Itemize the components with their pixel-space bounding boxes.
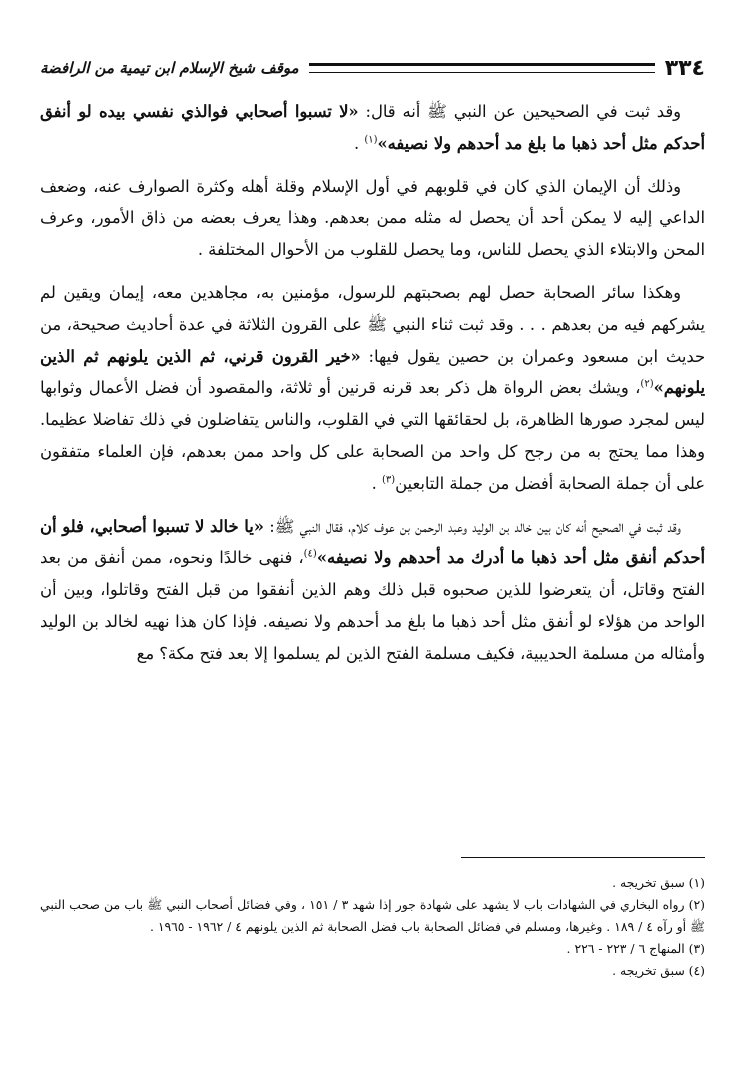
hadith-quote-2: «خير القرون قرني، ثم الذين يلونهم ثم الذين يلونهم» — [40, 346, 705, 398]
paragraph-3-intro: وهكذا سائر الصحابة حصل لهم بصحبتهم للرسول، مؤمنين به، مجاهدين معه، إيمان ويقين لم يشركهم فيه من بعدهم . . . وقد ثبت ثناء النبي ﷺ على القرون الثلاثة في عدة أحاديث صحيحة، من حديث ابن مسعود وعمران بن حصين يقول فيها: — [40, 282, 706, 366]
paragraph-1-intro: وقد ثبت في الصحيحين عن النبي ﷺ أنه قال: — [358, 102, 681, 121]
paragraph-3 — [40, 277, 705, 500]
paragraph-3-body: ، ويشك بعض الرواة هل ذكر بعد قرنه قرنين أو ثلاثة، والمقصود أن فضل الأعمال وثوابها ليس لمجرد صورها الظاهرة، بل لحقائقها التي في القلوب، والناس يتفاضلون في ذلك تفاضلا عظيما. وهذا مما يحتج به من رجح كل واحد من الصحابة على كل واحد ممن بعدهم، فإن العلماء متفقون على أن جملة الصحابة أفضل من جملة التابعين — [40, 378, 705, 493]
paragraph-3-end: . — [371, 473, 382, 493]
page-header — [40, 48, 705, 88]
footnote-3: (٣) المنهاج ٦ / ٢٢٣ - ٢٢٦ . — [566, 941, 705, 956]
header-rule — [309, 63, 655, 73]
paragraph-1 — [40, 96, 705, 160]
footnotes — [40, 872, 705, 982]
paragraph-2: وذلك أن الإيمان الذي كان في قلوبهم في أول الإسلام وقلة أهله وكثرة الصوارف عنه، وضعف الداعي إليه لا يمكن أحد أن يحصل له مثله ممن بعدهم. وهذا يعرف بعضه من ذاق الأمور، وعرف المحن والابتلاء الذي يحصل للناس، وما يحصل للقلوب من الأحوال المختلفة . — [40, 176, 705, 260]
footnote-1: (١) سبق تخريجه . — [612, 875, 705, 890]
footnote-separator — [461, 857, 705, 858]
page-number: ٣٣٤ — [664, 55, 705, 81]
paragraph-4-body: ، فنهى خالدًا ونحوه، ممن أنفق من بعد الفتح وقاتل، أن يتعرضوا للذين صحبوه قبل ذلك وهم الذين أنفقوا من قبل الفتح وقاتلوا، وبين أن الواحد من هؤلاء لو أنفق مثل أحد ذهبا ما بلغ مد أحدهم ولا نصيفه. فإذا كان هذا نهيه لخالد بن الوليد وأمثاله من مسلمة الحديبية، فكيف مسلمة الفتح الذين لم يسلموا إلا بعد فتح مكة؟ مع — [40, 548, 705, 663]
footnote-2: (٢) رواه البخاري في الشهادات باب لا يشهد على شهادة جور إذا شهد ٣ / ١٥١ ، وفي فضائل أصحاب النبي ﷺ باب من صحب النبي ﷺ أو رآه ٤ / ١٨٩ . وغيرها، ومسلم في فضائل الصحابة باب فضل الصحابة ثم الذين يلونهم ٤ / ١٩٦٢ - ١٩٦٥ . — [40, 897, 705, 934]
footnote-ref-3: (٣) — [381, 474, 396, 486]
paragraph-1-end: . — [353, 133, 365, 153]
body-text — [40, 96, 705, 681]
running-title: موقف شيخ الإسلام ابن تيمية من الرافضة — [40, 59, 299, 77]
footnote-4: (٤) سبق تخريجه . — [612, 963, 705, 978]
footnote-ref-2: (٢) — [640, 378, 654, 390]
paragraph-4-intro: وقد ثبت في الصحيح أنه كان بين خالد بن الوليد وعبد الرحمن بن عوف كلام، فقال النبي ﷺ: — [263, 516, 681, 536]
footnote-ref-4: (٤) — [303, 548, 317, 560]
footnote-ref-1: (١) — [364, 134, 378, 146]
hadith-quote-1: «لا تسبوا أصحابي فوالذي نفسي بيده لو أنفق أحدكم مثل أحد ذهبا ما بلغ مد أحدهم ولا نصيفه» — [40, 102, 705, 153]
paragraph-4 — [40, 511, 705, 670]
hadith-quote-3: «يا خالد لا تسبوا أصحابي، فلو أن أحدكم أنفق مثل أحد ذهبا ما أدرك مد أحدهم ولا نصيفه» — [40, 516, 705, 568]
